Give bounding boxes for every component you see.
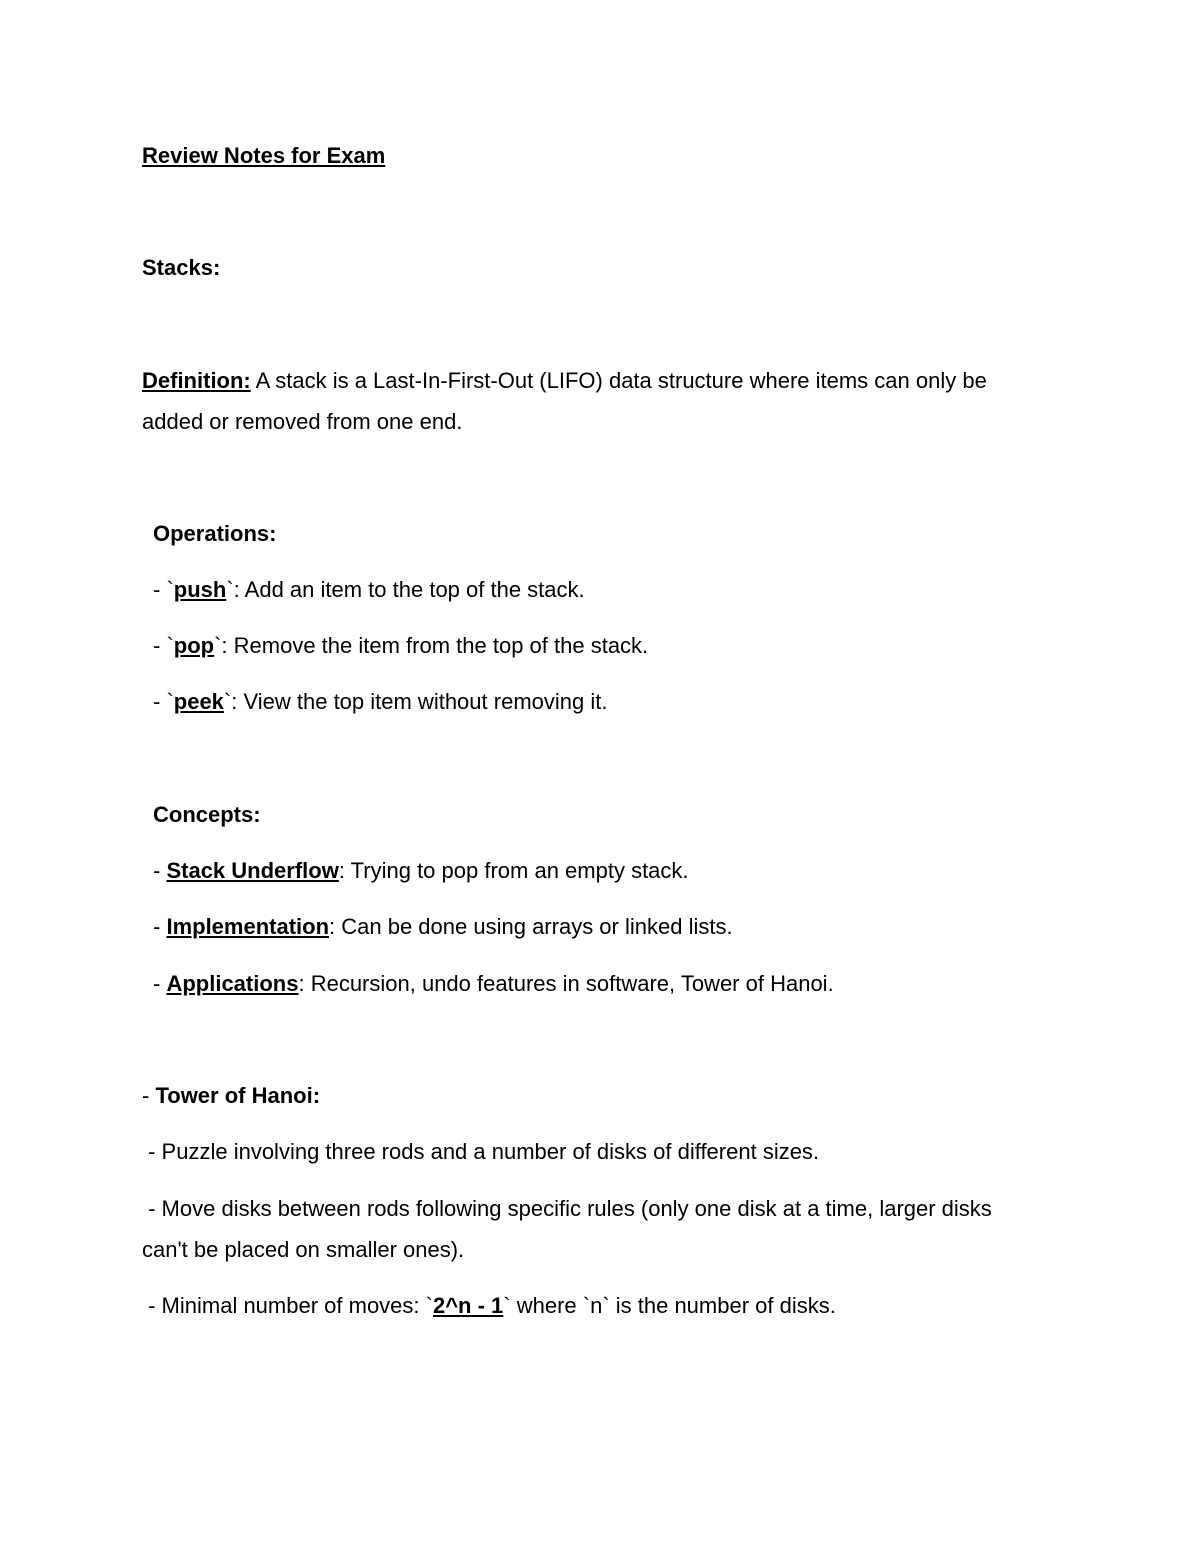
operation-term: push [173, 577, 227, 602]
hanoi-heading-line [142, 1083, 320, 1109]
definition-line-2: added or removed from one end. [142, 409, 463, 434]
operation-term: pop [173, 633, 215, 658]
hanoi-formula: 2^n - 1 [432, 1293, 504, 1318]
concept-term: Stack Underflow [166, 858, 339, 883]
concept-prefix: - [153, 858, 167, 883]
concept-term: Implementation [166, 914, 330, 939]
hanoi-item-3-prefix: - Minimal number of moves: ` [142, 1293, 433, 1318]
definition-label: Definition: [142, 368, 251, 393]
concept-description: : Can be done using arrays or linked lists. [329, 914, 733, 939]
concept-description: : Trying to pop from an empty stack. [338, 858, 689, 883]
concept-prefix: - [153, 914, 167, 939]
hanoi-prefix: - [142, 1083, 156, 1108]
hanoi-item-1: - Puzzle involving three rods and a number of disks of different sizes. [142, 1139, 820, 1164]
concept-prefix: - [153, 971, 167, 996]
operation-item-push [153, 577, 585, 603]
concepts-heading: Concepts: [153, 802, 261, 827]
operation-prefix: - ` [153, 689, 174, 714]
concept-item-applications [153, 971, 834, 997]
concept-item-underflow [153, 858, 689, 884]
hanoi-item-3-suffix: ` where `n` is the number of disks. [503, 1293, 836, 1318]
definition-line-1 [142, 368, 987, 394]
stacks-heading: Stacks: [142, 255, 221, 280]
hanoi-item-2-line-1: - Move disks between rods following specific rules (only one disk at a time, larger disks [142, 1196, 992, 1221]
operation-prefix: - ` [153, 633, 174, 658]
operation-item-peek [153, 689, 607, 715]
operation-description: `: Remove the item from the top of the stack. [214, 633, 649, 658]
operations-heading: Operations: [153, 521, 277, 546]
document-title: Review Notes for Exam [142, 143, 386, 168]
operation-description: `: Add an item to the top of the stack. [226, 577, 585, 602]
concept-term: Applications [166, 971, 299, 996]
hanoi-item-3 [142, 1293, 836, 1319]
concept-item-implementation [153, 914, 733, 940]
operation-prefix: - ` [153, 577, 174, 602]
hanoi-item-2-line-2: can't be placed on smaller ones). [142, 1237, 465, 1262]
operation-item-pop [153, 633, 648, 659]
concept-description: : Recursion, undo features in software, Tower of Hanoi. [298, 971, 834, 996]
operation-description: `: View the top item without removing it. [223, 689, 608, 714]
operation-term: peek [173, 689, 224, 714]
hanoi-heading: Tower of Hanoi: [155, 1083, 321, 1108]
definition-text-1: A stack is a Last-In-First-Out (LIFO) data structure where items can only be [250, 368, 987, 393]
